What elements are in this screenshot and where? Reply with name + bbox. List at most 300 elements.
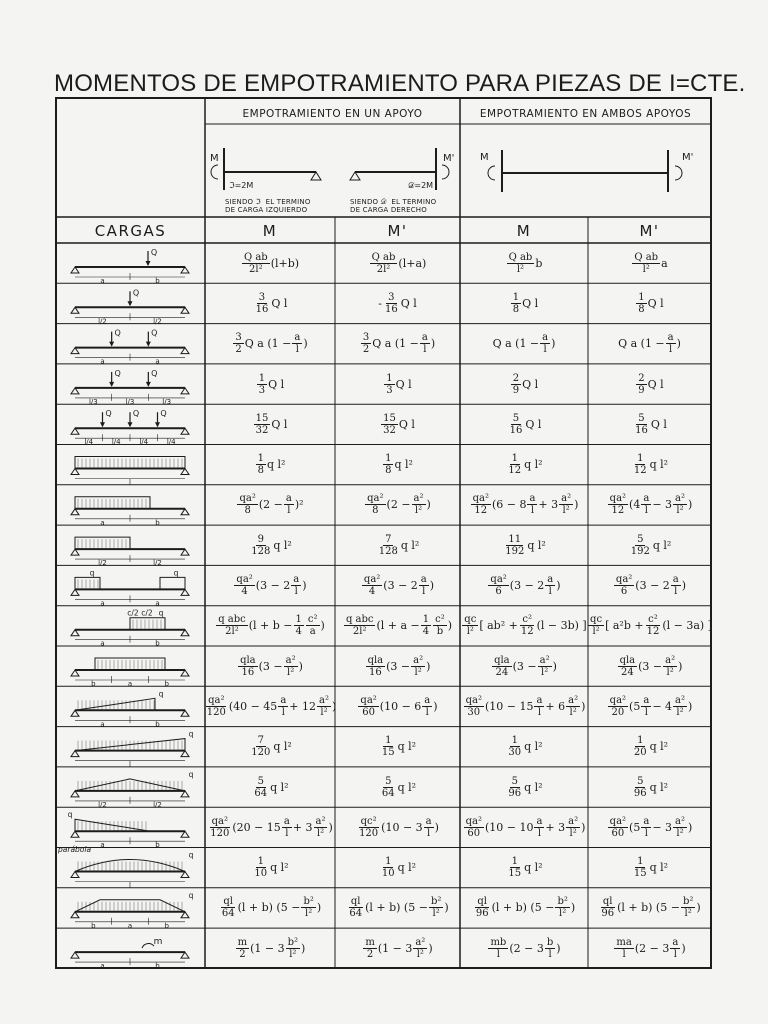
denominator: 2l² bbox=[376, 263, 391, 275]
formula-text: q l² bbox=[524, 780, 543, 794]
denominator: 12 bbox=[633, 465, 647, 477]
formula-text: (1 − 3 bbox=[377, 941, 413, 955]
formula-text: Q l bbox=[650, 417, 667, 431]
formula-cell bbox=[460, 686, 588, 726]
formula-cell bbox=[335, 807, 460, 847]
denominator: 16 bbox=[384, 303, 398, 315]
numerator: 7 bbox=[385, 533, 392, 545]
denominator: l² bbox=[466, 626, 474, 638]
denominator: 9 bbox=[638, 384, 645, 396]
formula-text: (l+a) bbox=[398, 256, 427, 270]
formula-cell bbox=[335, 324, 460, 364]
formula-text: ) bbox=[426, 498, 431, 512]
numerator: a bbox=[672, 574, 679, 586]
dimension-label: l/4 bbox=[84, 438, 94, 447]
dimension-label: l/2 bbox=[98, 317, 107, 326]
fraction bbox=[411, 655, 425, 678]
dimension-label: b bbox=[164, 680, 169, 688]
fraction bbox=[511, 292, 521, 315]
fraction bbox=[641, 493, 651, 516]
denominator: l² bbox=[676, 827, 684, 839]
fraction bbox=[282, 816, 292, 839]
formula-cell bbox=[588, 283, 711, 323]
formula-cell bbox=[460, 646, 588, 686]
denominator: 8 bbox=[512, 303, 520, 315]
dimension-label: l bbox=[129, 760, 131, 769]
dimension-label: b bbox=[155, 277, 160, 285]
numerator: a² bbox=[413, 654, 424, 666]
numerator: a² bbox=[675, 694, 686, 706]
formula-cell bbox=[460, 606, 588, 646]
fraction bbox=[383, 453, 393, 476]
formula-cell bbox=[460, 727, 588, 767]
fraction bbox=[663, 655, 677, 678]
denominator: l bbox=[425, 706, 429, 718]
formula-text: (2 − 3 bbox=[509, 941, 544, 955]
fraction bbox=[292, 332, 302, 355]
denominator: 12 bbox=[611, 505, 625, 517]
fraction bbox=[291, 574, 301, 597]
denominator: 2 bbox=[235, 344, 242, 356]
denominator: l bbox=[422, 586, 426, 598]
fraction bbox=[488, 574, 508, 597]
formula-text: ) bbox=[444, 901, 449, 915]
column-header-m1: M bbox=[262, 222, 278, 240]
numerator: a bbox=[421, 332, 428, 344]
fraction bbox=[256, 453, 266, 476]
numerator: qc bbox=[464, 614, 477, 626]
numerator: 9 bbox=[257, 533, 264, 545]
denominator: a bbox=[309, 626, 316, 638]
formula-cell bbox=[588, 807, 711, 847]
formula-cell bbox=[335, 485, 460, 525]
numerator: a bbox=[425, 815, 432, 827]
numerator: 1 bbox=[512, 291, 520, 303]
formula-cell bbox=[205, 445, 335, 485]
denominator: 128 bbox=[378, 545, 398, 557]
fraction bbox=[366, 655, 386, 678]
formula-text: q l² bbox=[394, 458, 413, 472]
fraction bbox=[673, 695, 687, 718]
numerator: 1 bbox=[637, 856, 644, 868]
formula-text: (5 bbox=[629, 820, 641, 834]
formula-text: Q a (1 − bbox=[492, 337, 540, 351]
formula-text: ) bbox=[688, 498, 693, 512]
arrowhead bbox=[146, 261, 151, 266]
denominator: 8 bbox=[372, 505, 379, 517]
denominator: l bbox=[427, 827, 431, 839]
denominator: l bbox=[496, 948, 500, 960]
fraction bbox=[629, 534, 652, 557]
denominator: l² bbox=[414, 505, 423, 517]
note-left: SIENDO ℑ EL TERMINO DE CARGA IZQUIERDO bbox=[225, 198, 311, 214]
formula-text: (l − 3a) ] bbox=[662, 619, 712, 633]
numerator: a bbox=[667, 332, 674, 344]
numerator: Q ab bbox=[243, 251, 268, 263]
load-label: Q bbox=[150, 248, 158, 257]
fraction bbox=[208, 816, 231, 839]
denominator: 120 bbox=[206, 706, 226, 718]
fraction bbox=[252, 856, 269, 879]
numerator: qa² bbox=[208, 694, 225, 706]
denominator: l bbox=[644, 706, 648, 718]
fraction bbox=[422, 695, 432, 718]
fraction bbox=[220, 896, 237, 919]
denominator: l bbox=[548, 948, 552, 960]
formula-text: q l² bbox=[524, 861, 543, 875]
formula-cell bbox=[460, 485, 588, 525]
formula-text: (l + b − bbox=[248, 619, 293, 633]
fraction bbox=[636, 373, 646, 396]
denominator: 192 bbox=[630, 545, 650, 557]
numerator: qa² bbox=[609, 815, 627, 827]
denominator: 15 bbox=[633, 868, 647, 880]
numerator: a² bbox=[415, 936, 426, 948]
denominator: l bbox=[543, 344, 547, 356]
denominator: 32 bbox=[255, 424, 269, 436]
fraction bbox=[317, 695, 331, 718]
fraction bbox=[673, 816, 687, 839]
fraction bbox=[488, 937, 508, 960]
fraction bbox=[545, 574, 555, 597]
load-label: Q bbox=[151, 368, 158, 378]
fraction bbox=[278, 695, 288, 718]
denominator: 64 bbox=[349, 908, 363, 920]
fraction bbox=[377, 534, 400, 557]
numerator: 1 bbox=[511, 856, 518, 868]
formula-cell bbox=[460, 283, 588, 323]
formula-cell bbox=[335, 727, 460, 767]
denominator: 30 bbox=[508, 747, 522, 759]
dimension-label: a bbox=[100, 599, 105, 608]
fraction bbox=[614, 937, 633, 960]
formula-text: (4 bbox=[629, 498, 641, 512]
formula-text: + 6 bbox=[545, 699, 566, 713]
formula-text: (3 − bbox=[512, 659, 537, 673]
denominator: 2 bbox=[362, 344, 370, 356]
denominator: 15 bbox=[508, 868, 522, 880]
formula-text: (40 − 45 bbox=[228, 699, 278, 713]
fraction bbox=[538, 655, 552, 678]
formula-text: q l² bbox=[266, 458, 286, 472]
formula-cell bbox=[588, 848, 711, 888]
numerator: a bbox=[672, 936, 679, 948]
numerator: a² bbox=[568, 815, 579, 827]
numerator: 1 bbox=[385, 856, 392, 868]
dimension-label: a bbox=[100, 357, 105, 366]
numerator: 3 bbox=[235, 332, 242, 344]
formula-text: Q l bbox=[647, 296, 664, 310]
formula-cell bbox=[588, 727, 711, 767]
label-m-left: M bbox=[210, 153, 219, 164]
numerator: qc² bbox=[360, 815, 377, 827]
denominator: l² bbox=[592, 626, 600, 638]
formula-text: (10 − 6 bbox=[379, 699, 422, 713]
column-header-m2: M bbox=[516, 222, 532, 240]
arrowhead bbox=[100, 422, 105, 427]
fraction bbox=[421, 614, 431, 637]
numerator: qla bbox=[494, 654, 510, 666]
formula-text: (l + b) (5 − bbox=[237, 901, 301, 915]
formula-cell bbox=[588, 525, 711, 565]
fraction bbox=[618, 655, 638, 678]
numerator: 5 bbox=[638, 412, 645, 424]
formula-text: (l + b) (5 − bbox=[617, 901, 680, 915]
formula-text: Q l bbox=[522, 296, 539, 310]
numerator: qa² bbox=[609, 493, 627, 505]
dimension-label: l/2 bbox=[153, 559, 162, 568]
dimension-label: l/2 bbox=[98, 559, 107, 568]
denominator: 120 bbox=[251, 747, 271, 759]
formula-text: Q l bbox=[268, 377, 285, 391]
fraction bbox=[233, 332, 243, 355]
formula-text: q l² bbox=[649, 861, 669, 875]
arrowhead bbox=[128, 422, 133, 427]
formula-cell bbox=[205, 565, 335, 605]
denominator: 2l² bbox=[352, 626, 367, 638]
numerator: c² bbox=[435, 614, 445, 626]
load-label: Q bbox=[114, 368, 121, 378]
fraction bbox=[412, 493, 426, 516]
fraction bbox=[636, 292, 646, 315]
fraction bbox=[632, 776, 649, 799]
label-parabola: parábola bbox=[58, 845, 92, 854]
denominator: l bbox=[669, 344, 673, 356]
formula-text: ) bbox=[430, 337, 436, 351]
numerator: 3 bbox=[388, 291, 395, 303]
formula-cell bbox=[205, 888, 335, 928]
dimension-label: a bbox=[127, 921, 133, 930]
formula-text: ) bbox=[678, 659, 683, 673]
column-header-mp2: M' bbox=[639, 222, 660, 240]
formula-cell bbox=[205, 243, 335, 283]
numerator: qa² bbox=[211, 815, 228, 827]
fraction bbox=[380, 735, 397, 758]
denominator: 120 bbox=[359, 827, 379, 839]
denominator: l bbox=[530, 505, 535, 517]
formula-text: ) bbox=[301, 941, 306, 955]
numerator: 5 bbox=[385, 775, 392, 787]
formula-text: + 3 bbox=[545, 820, 566, 834]
denominator: 10 bbox=[381, 868, 395, 880]
formula-text: ) bbox=[581, 699, 586, 713]
formula-text: Q l bbox=[647, 377, 664, 391]
formula-cell bbox=[460, 807, 588, 847]
denominator: l bbox=[285, 827, 289, 839]
numerator: c² bbox=[648, 614, 658, 626]
formula-cell bbox=[588, 686, 711, 726]
denominator: 6 bbox=[495, 586, 502, 598]
denominator: 60 bbox=[362, 706, 375, 718]
fraction bbox=[632, 735, 649, 758]
denominator: l² bbox=[516, 263, 525, 275]
fraction bbox=[234, 574, 254, 597]
numerator: 3 bbox=[362, 332, 370, 344]
dimension-label: l bbox=[129, 478, 131, 487]
formula-cell bbox=[588, 565, 711, 605]
fraction bbox=[511, 373, 521, 396]
formula-text: (l − 3b) ] bbox=[536, 619, 587, 633]
denominator: 16 bbox=[368, 666, 382, 678]
denominator: 96 bbox=[633, 787, 647, 799]
denominator: 2 bbox=[366, 948, 374, 960]
numerator: 1 bbox=[257, 453, 264, 465]
denominator: l² bbox=[569, 827, 577, 839]
dimension-label: b bbox=[155, 518, 160, 527]
fraction bbox=[474, 896, 491, 919]
numerator: qa² bbox=[236, 574, 253, 586]
fraction bbox=[506, 856, 523, 879]
denominator: 30 bbox=[467, 706, 481, 718]
fraction bbox=[632, 252, 660, 275]
fraction bbox=[419, 574, 429, 597]
formula-text: )² bbox=[294, 498, 304, 512]
numerator: b² bbox=[557, 896, 568, 908]
fraction bbox=[294, 614, 304, 637]
fraction bbox=[216, 614, 248, 637]
dimension-label: l/3 bbox=[125, 397, 135, 406]
numerator: 7 bbox=[257, 735, 264, 747]
numerator: 1 bbox=[257, 856, 264, 868]
formula-text: ) bbox=[328, 820, 333, 834]
dimension-label: l/4 bbox=[166, 438, 176, 447]
fraction bbox=[383, 292, 400, 315]
load-label: Q bbox=[132, 409, 140, 419]
formula-text: [ ab² + bbox=[479, 619, 518, 633]
numerator: a bbox=[424, 694, 431, 706]
numerator: 1 bbox=[511, 453, 518, 465]
fraction bbox=[632, 856, 649, 879]
fraction bbox=[503, 534, 526, 557]
formula-text: Q l bbox=[525, 417, 542, 431]
fraction bbox=[670, 937, 680, 960]
denominator: l² bbox=[676, 706, 684, 718]
numerator: a² bbox=[675, 815, 686, 827]
load-label: Q bbox=[132, 288, 140, 298]
dimension-label: b bbox=[91, 680, 96, 688]
formula-text: (l + b) (5 − bbox=[491, 901, 555, 915]
fraction bbox=[633, 413, 650, 436]
fraction bbox=[519, 614, 536, 637]
formula-text: (3 − bbox=[258, 659, 283, 673]
formula-cell bbox=[335, 445, 460, 485]
formula-text: ) bbox=[426, 659, 431, 673]
formula-cell bbox=[205, 485, 335, 525]
formula-text: (10 − 3 bbox=[381, 820, 423, 834]
fraction bbox=[614, 574, 634, 597]
fraction bbox=[471, 493, 491, 516]
load-label: q bbox=[188, 850, 194, 860]
numerator: 1 bbox=[258, 372, 266, 384]
fraction bbox=[545, 937, 555, 960]
fraction bbox=[681, 896, 695, 919]
formula-cell bbox=[335, 888, 460, 928]
dimension-label: l/4 bbox=[111, 438, 121, 447]
fraction bbox=[362, 574, 382, 597]
numerator: ql bbox=[477, 896, 488, 908]
formula-text: Q a (1 − bbox=[244, 337, 292, 351]
load-label: q bbox=[173, 568, 179, 578]
dimension-label: b bbox=[164, 921, 169, 930]
denominator: 64 bbox=[381, 787, 395, 799]
formula-cell bbox=[460, 364, 588, 404]
load-label: Q bbox=[105, 409, 112, 419]
header-one-support: EMPOTRAMIENTO EN UN APOYO bbox=[242, 108, 423, 120]
dimension-label: b bbox=[91, 921, 96, 930]
fraction bbox=[242, 252, 270, 275]
fraction bbox=[632, 453, 649, 476]
denominator: l² bbox=[287, 666, 295, 678]
dimension-label: a bbox=[100, 841, 105, 850]
denominator: 12 bbox=[474, 505, 488, 517]
fraction bbox=[464, 695, 484, 718]
fraction bbox=[380, 856, 397, 879]
numerator: qa² bbox=[363, 574, 381, 586]
numerator: a bbox=[280, 694, 287, 706]
formula-text: + 3 bbox=[292, 820, 313, 834]
formula-text: q l² bbox=[400, 538, 420, 552]
numerator: ql bbox=[350, 896, 361, 908]
numerator: 15 bbox=[383, 412, 396, 424]
denominator: 4 bbox=[241, 586, 248, 598]
denominator: b bbox=[436, 626, 444, 638]
fraction bbox=[365, 493, 385, 516]
formula-text: q l² bbox=[527, 538, 546, 552]
numerator: ma bbox=[616, 936, 632, 948]
fraction bbox=[347, 896, 364, 919]
load-label: q bbox=[158, 689, 164, 699]
fraction bbox=[588, 614, 604, 637]
numerator: qla bbox=[240, 654, 256, 666]
denominator: 10 bbox=[254, 868, 268, 880]
fraction bbox=[608, 695, 628, 718]
load-label: q bbox=[188, 769, 194, 779]
fraction bbox=[555, 896, 569, 919]
formula-text: q l² bbox=[649, 740, 669, 754]
formula-cell bbox=[588, 888, 711, 928]
formula-cell bbox=[335, 686, 460, 726]
fraction bbox=[236, 937, 249, 960]
fraction bbox=[429, 896, 443, 919]
formula-text: ) bbox=[429, 579, 435, 593]
formula-cell bbox=[460, 848, 588, 888]
numerator: b bbox=[546, 936, 554, 948]
denominator: 120 bbox=[210, 827, 230, 839]
label-both-m: M bbox=[480, 152, 489, 163]
denominator: 8 bbox=[385, 465, 392, 477]
numerator: a bbox=[536, 815, 543, 827]
fraction bbox=[641, 816, 651, 839]
numerator: 11 bbox=[508, 533, 522, 545]
page-title: MOMENTOS DE EMPOTRAMIENTO PARA PIEZAS DE I=CTE. bbox=[54, 70, 746, 97]
numerator: a bbox=[420, 574, 427, 586]
numerator: a bbox=[643, 493, 650, 505]
formula-text: ) bbox=[320, 619, 325, 633]
dimension-label: l/3 bbox=[162, 397, 172, 406]
formula-cell bbox=[588, 485, 711, 525]
denominator: 96 bbox=[508, 787, 522, 799]
formula-cell bbox=[460, 324, 588, 364]
denominator: 16 bbox=[635, 424, 648, 436]
formula-text: q l² bbox=[397, 740, 417, 754]
numerator: c² bbox=[307, 614, 318, 626]
label-d: 𝒟=2M bbox=[408, 181, 434, 190]
distributed-load bbox=[75, 577, 100, 589]
fraction bbox=[566, 695, 580, 718]
formula-text: + 12 bbox=[289, 699, 316, 713]
numerator: 5 bbox=[511, 775, 518, 787]
formula-text: − 4 bbox=[652, 699, 673, 713]
